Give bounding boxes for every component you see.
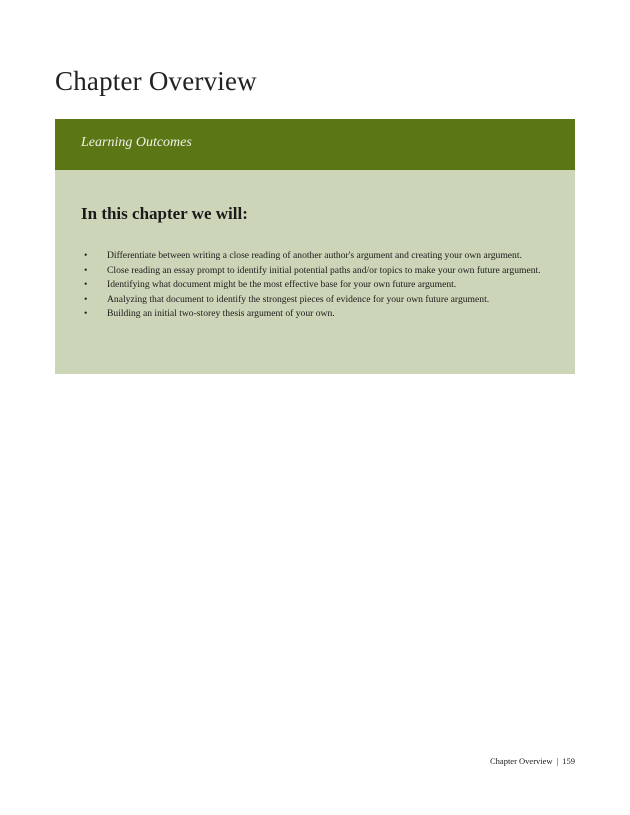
outcomes-list xyxy=(81,249,555,322)
bullet-icon: • xyxy=(84,308,88,319)
outcome-item xyxy=(81,249,555,264)
learning-outcomes-label: Learning Outcomes xyxy=(81,135,192,150)
learning-outcomes-header xyxy=(55,119,575,170)
outcome-text: Differentiate between writing a close reading of another author's argument and creating your own argument. xyxy=(107,250,522,261)
page-footer xyxy=(490,756,575,766)
footer-separator: | xyxy=(556,756,559,766)
page-title: Chapter Overview xyxy=(55,66,257,96)
outcome-text: Building an initial two-storey thesis argument of your own. xyxy=(107,308,335,319)
outcome-item xyxy=(81,264,555,279)
outcome-text: Analyzing that document to identify the strongest pieces of evidence for your own future argument. xyxy=(107,293,490,305)
page-number: 159 xyxy=(562,756,575,766)
bullet-icon: • xyxy=(84,264,88,276)
bullet-icon: • xyxy=(84,279,88,290)
outcome-item xyxy=(81,293,555,308)
outcomes-heading: In this chapter we will: xyxy=(81,204,248,223)
footer-section-title: Chapter Overview xyxy=(490,756,553,766)
outcome-item xyxy=(81,307,555,322)
outcome-item xyxy=(81,278,555,293)
outcome-text: Identifying what document might be the most effective base for your own future argument. xyxy=(107,279,457,290)
outcome-text: Close reading an essay prompt to identify initial potential paths and/or topics to make your own future argument. xyxy=(107,264,541,276)
bullet-icon: • xyxy=(84,293,88,305)
learning-outcomes-box xyxy=(55,119,575,374)
bullet-icon: • xyxy=(84,250,88,261)
